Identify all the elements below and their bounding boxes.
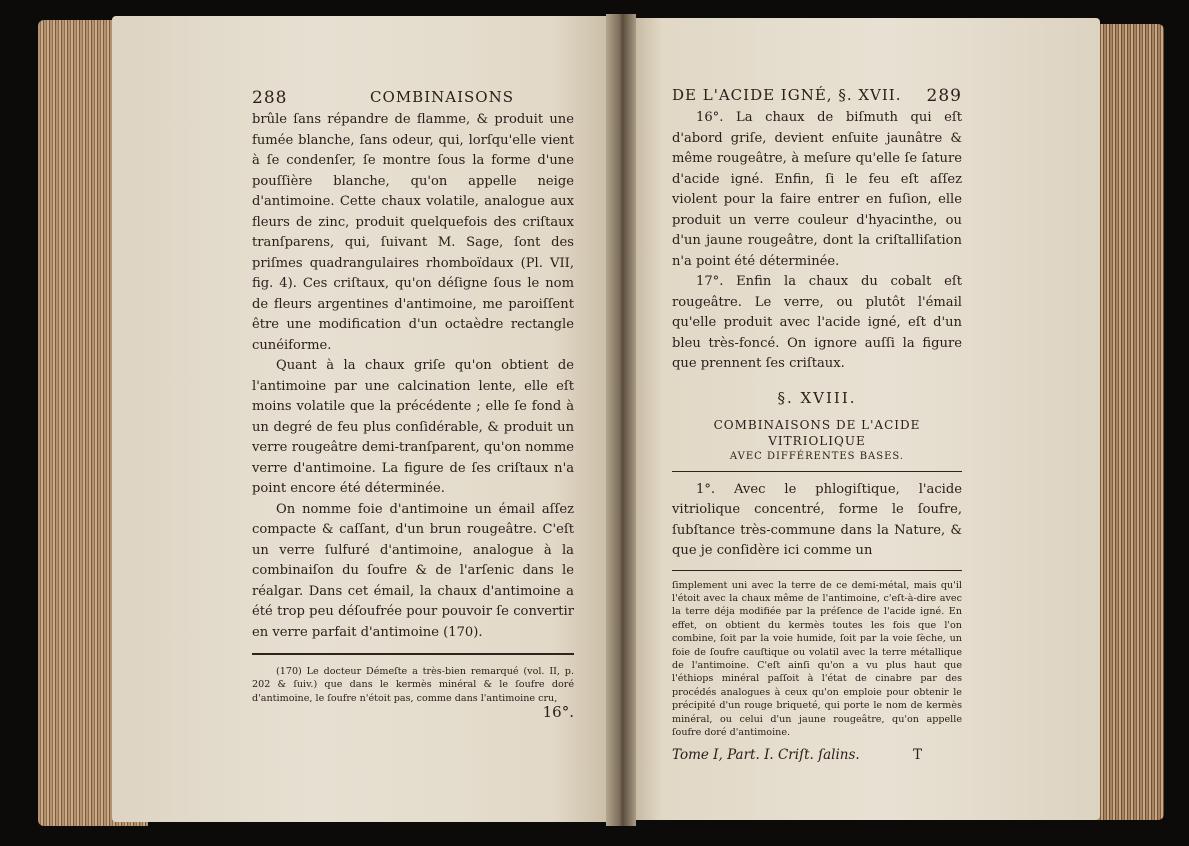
signature-mark: T xyxy=(912,747,922,764)
right-footnote: ſimplement uni avec la terre de ce demi-métal, mais qu'il l'étoit avec la chaux même de l'antimoine, c'eſt-à-dire avec la terre déja modifiée par la préſence de l'acide igné. En effet, on obtient du kermès toutes les fois que l'on combine, ſoit par la voie humide, ſoit par la voie ſèche, un foie de ſoufre cauſtique ou volatil avec la terre métallique de l'antimoine. C'eſt ainſi qu'on a vu plus haut que l'éthiops minéral paſſoit à l'état de cinabre par des procédés analogues à ceux qu'on emploie pour obtenir le précipité d'un rouge briqueté, qui porte le nom de kermès minéral, ou celui d'un jaune rougeâtre, qu'on appelle ſoufre doré d'antimoine. xyxy=(672,579,962,738)
left-footnote: (170) Le docteur Démeſte a très-bien remarqué (vol. II, p. 202 & ſuiv.) que dans le kermès minéral & le ſoufre doré d'antimoine, le ſoufre n'étoit pas, comme dans l'antimoine cru, xyxy=(252,666,574,704)
right-head-title: DE L'ACIDE IGNÉ, §. XVII. xyxy=(672,86,902,104)
left-head-title: COMBINAISONS xyxy=(370,88,514,106)
section-title xyxy=(672,417,962,465)
section-title-line-1: COMBINAISONS DE L'ACIDE VITRIOLIQUE xyxy=(713,417,921,448)
left-paragraph-2: Quant à la chaux griſe qu'on obtient de l'antimoine par une calcination lente, elle eſt moins volatile que la précédente ; elle ſe fond à un degré de feu plus conſidérable, & produit un verre rougeâtre demi-tranſparent, qu'on nomme verre d'antimoine. La figure de ſes criſtaux n'a point encore été déterminée. xyxy=(252,358,574,496)
right-page-text xyxy=(672,86,962,763)
section-rule xyxy=(672,471,962,472)
left-paragraph-1: brûle ſans répandre de flamme, & produit une fumée blanche, ſans odeur, qui, lorſqu'elle vient à ſe condenſer, ſe montre ſous la forme d'une pouſſière blanche, qu'on appelle neige d'antimoine. Cette chaux volatile, analogue aux fleurs de zinc, produit quelquefois des criſtaux tranſparens, qui, ſuivant M. Sage, ſont des priſmes quadrangulaires rhomboïdaux (Pl. VII, fig. 4). Ces criſtaux, qu'on déſigne ſous le nom de fleurs argentines d'antimoine, me paroiſſent être une modification d'un octaèdre rectangle cunéiforme. xyxy=(252,112,574,353)
book-gutter xyxy=(606,14,636,826)
right-page-number: 289 xyxy=(926,86,962,106)
right-paragraph-1: 16°. La chaux de biſmuth qui eſt d'abord griſe, devient enſuite jaunâtre & même rougeâtre, à meſure qu'elle ſe ſature d'acide igné. Enfin, ſi le feu eſt aſſez violent pour la faire entrer en fuſion, elle produit un verre couleur d'hyacinthe, ou d'un jaune rougeâtre, dont la criſtalliſation n'a point été déterminée. xyxy=(672,110,962,269)
right-running-head xyxy=(672,86,962,106)
right-paragraph-2: 17°. Enfin la chaux du cobalt eſt rougeâtre. Le verre, ou plutôt l'émail qu'elle produit avec l'acide igné, eſt d'un bleu très-foncé. On ignore auſſi la figure que prennent ſes criſtaux. xyxy=(672,274,962,371)
right-page-edges xyxy=(1092,24,1164,820)
right-footnote-rule xyxy=(672,570,962,571)
open-book xyxy=(28,14,1168,834)
signature: Tome I, Part. I. Criſt. ſalins. xyxy=(672,747,860,764)
section-number: §. XVIII. xyxy=(777,388,857,407)
section-paragraph: 1°. Avec le phlogiſtique, l'acide vitriolique concentré, forme le ſoufre, ſubſtance très-commune dans la Nature, & que je conſidère ici comme un xyxy=(672,481,962,558)
catchword: 16°. xyxy=(542,703,574,722)
left-paragraph-3: On nomme foie d'antimoine un émail aſſez compacte & caſſant, d'un brun rougeâtre. C'eſt un verre ſulfuré d'antimoine, analogue à la combinaiſon du ſoufre & de l'arſenic dans le réalgar. Dans cet émail, la chaux d'antimoine a été trop peu déſoufrée pour pouvoir ſe convertir en verre parfait d'antimoine (170). xyxy=(252,501,574,640)
signature-line xyxy=(672,747,962,763)
section-title-line-2: AVEC DIFFÉRENTES BASES. xyxy=(729,450,905,462)
footnote-rule xyxy=(252,653,574,655)
left-page-text xyxy=(252,88,574,721)
left-running-head xyxy=(252,88,574,108)
left-page-number: 288 xyxy=(252,88,288,108)
